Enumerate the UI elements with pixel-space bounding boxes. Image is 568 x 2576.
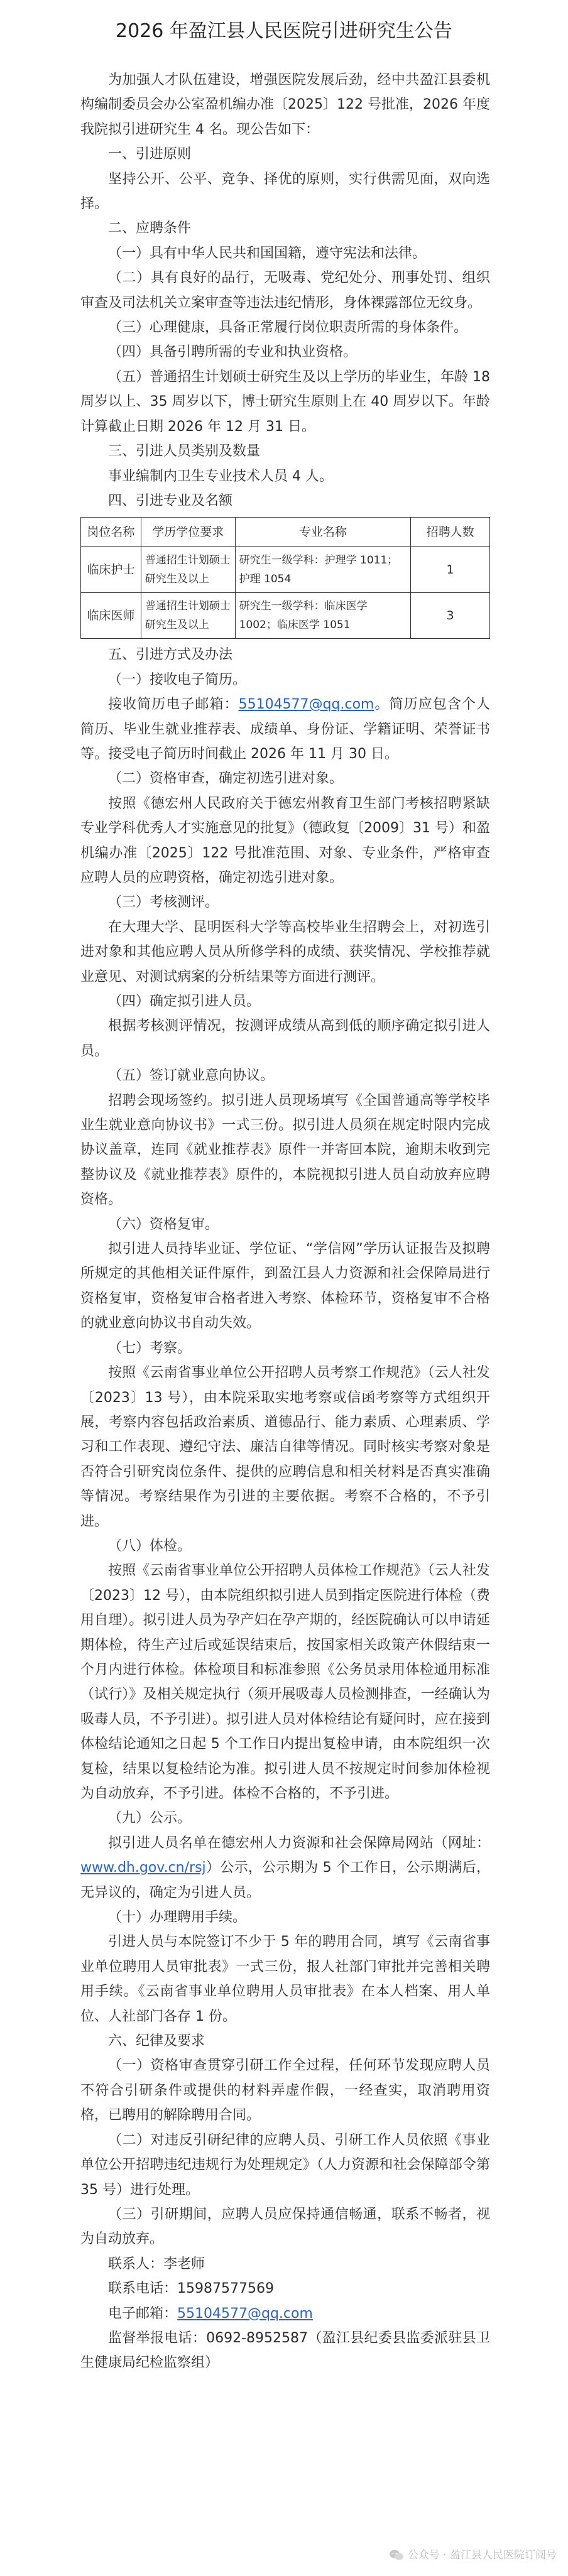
supervise-phone: 监督举报电话：0692-8952587（盈江县纪委县监委派驻县卫生健康局纪检监察组）: [80, 2330, 490, 2371]
email-link[interactable]: 55104577@qq.com: [238, 697, 374, 713]
step-6-heading: （六）资格复审。: [108, 1216, 219, 1232]
step-1-rest: 。简历应包含个人简历、毕业生就业推荐表、成绩单、身份证、学籍证明、荣誉证书等。接受电子简历时间截止 2026 年 11 月 30 日。: [80, 697, 490, 762]
step-1-heading: （一）接收电子简历。: [108, 671, 247, 688]
major-cell: 研究生一级学科：护理学 1011；护理 1054: [235, 547, 411, 593]
intro-paragraph: 为加强人才队伍建设，增强医院发展后劲，经中共盈江县委机构编制委员会办公室盈机编办准〔2025〕122 号批准，2026 年度我院拟引进研究生 4 名。现公告如下：: [80, 72, 490, 138]
table-header-row: [81, 518, 490, 547]
condition-item: （一）具有中华人民共和国国籍，遵守宪法和法律。: [108, 245, 427, 261]
step-6-text: 拟引进人员持毕业证、学位证、“学信网”学历认证报告及拟聘所规定的其他相关证件原件，到盈江县人力资源和社会保障局进行资格复审，资格复审合格者进入考察、体检环节，资格复审不合格的就业意向协议书自动失效。: [80, 1241, 491, 1332]
discipline-item: （二）对违反引研纪律的应聘人员、引研工作人员依照《事业单位公开招聘违纪违规行为处理规定》（人力资源和社会保障部令第 35 号）进行处理。: [80, 2132, 490, 2198]
step-10-text: 引进人员与本院签订不少于 5 年的聘用合同，填写《云南省事业单位聘用人员审批表》一式三份，报人社部门审批并完善相关聘用手续。《云南省事业单位聘用人员审批表》在本人档案、用人单位、人社部门各存 1 份。: [80, 1934, 490, 2024]
step-4-heading: （四）确定拟引进人员。: [108, 994, 261, 1009]
step-9-rest: ）公示，公示期为 5 个工作日，公示期满后，无异议的，确定为引进人员。: [80, 1860, 490, 1901]
step-5-heading: （五）签订就业意向协议。: [108, 1068, 275, 1084]
section-2-heading: 二、应聘条件: [108, 220, 192, 237]
step-9-heading: （九）公示。: [108, 1810, 192, 1827]
step-9-text: [80, 1831, 490, 1905]
count-cell: 3: [411, 593, 490, 639]
positions-table: [80, 517, 490, 639]
discipline-item: （三）引研期间，应聘人员应保持通信畅通，联系不畅者，视为自动放弃。: [80, 2206, 490, 2247]
table-header-cell: 岗位名称: [81, 518, 141, 547]
post-name-cell: 临床护士: [81, 547, 141, 593]
step-7-heading: （七）考察。: [108, 1340, 192, 1356]
step-4-text: 根据考核测评情况，按测评成绩从高到低的顺序确定拟引进人员。: [80, 1018, 490, 1059]
email-prefix: 接收简历电子邮箱：: [108, 697, 239, 713]
contact-phone: 联系电话：15987577569: [108, 2281, 274, 2297]
section-3-text: 事业编制内卫生专业技术人员 4 人。: [108, 468, 333, 484]
website-link[interactable]: www.dh.gov.cn/rsj: [80, 1860, 206, 1876]
step-2-text: 按照《德宏州人民政府关于德宏州教育卫生部门考核招聘紧缺专业学科优秀人才实施意见的批复》（德政复〔2009〕31 号）和盈机编办准〔2025〕122 号批准范围、对象、专业条件，严格审查应聘人员的应聘资格，确定初选引进对象。: [80, 795, 490, 886]
condition-item: （二）具有良好的品行，无吸毒、党纪处分、刑事处罚、组织审查及司法机关立案审查等违法违纪情形，身体裸露部位无纹身。: [80, 270, 490, 311]
step-2-heading: （二）资格审查，确定初选引进对象。: [108, 771, 344, 787]
table-header-cell: 招聘人数: [411, 518, 490, 547]
table-row: [81, 593, 490, 639]
education-cell: 普通招生计划硕士研究生及以上: [141, 593, 235, 639]
section-4-heading: 四、引进专业及名额: [108, 492, 233, 509]
section-6-heading: 六、纪律及要求: [108, 2033, 205, 2050]
step-8-heading: （八）体检。: [108, 1538, 192, 1554]
table-header-cell: 专业名称: [235, 518, 411, 547]
condition-item: （三）心理健康，具备正常履行岗位职责所需的身体条件。: [108, 320, 468, 336]
section-1-text: 坚持公开、公平、竞争、择优的原则，实行供需见面，双向选择。: [80, 171, 490, 212]
table-header-cell: 学历学位要求: [141, 518, 235, 547]
announcement-body: [80, 68, 490, 2376]
education-cell: 普通招生计划硕士研究生及以上: [141, 547, 235, 593]
step-10-heading: （十）办理聘用手续。: [108, 1910, 247, 1926]
step-7-text: 按照《云南省事业单位公开招聘人员考察工作规范》（云人社发〔2023〕13 号），由本院采取实地考察或信函考察等方式组织开展，考察内容包括政治素质、道德品行、能力素质、心理素质、学习和工作表现、遵纪守法、廉洁自律等情况。同时核实考察对象是否符合引研究岗位条件、提供的应聘信息和相关材料是否真实准确等情况。考察结果作为引进的主要依据。考察不合格的，不予引进。: [80, 1365, 490, 1530]
step-3-heading: （三）考核测评。: [108, 894, 219, 911]
section-5-heading: 五、引进方式及办法: [108, 647, 233, 663]
step-8-text: 按照《云南省事业单位公开招聘人员体检工作规范》（云人社发〔2023〕12 号），由本院组织拟引进人员到指定医院进行体检（费用自理）。拟引进人员为孕产妇在孕产期的，经医院确认可以申请延期体检，待生产过后或延误结束后，按国家相关政策产休假结束一个月内进行体检。体检项目和标准参照《公务员录用体检通用标准（试行）》及相关规定执行（须开展吸毒人员检测排查，一经确认为吸毒人员，不予引进）。拟引进人员对体检结论有疑问时，应在接到体检结论通知之日起 5 个工作日内提出复检申请，由本院组织一次复检，结果以复检结论为准。拟引进人员不按规定时间参加体检视为自动放弃，不予引进。体检不合格的，不予引进。: [80, 1563, 490, 1802]
condition-item: （四）具备引聘所需的专业和执业资格。: [108, 344, 358, 361]
section-3-heading: 三、引进人员类别及数量: [108, 443, 261, 460]
count-cell: 1: [411, 547, 490, 593]
major-cell: 研究生一级学科：临床医学 1002；临床医学 1051: [235, 593, 411, 639]
wechat-icon: [389, 2549, 404, 2562]
website-prefix: 拟引进人员名单在德宏州人力资源和社会保障局网站（网址：: [108, 1835, 490, 1851]
condition-item: （五）普通招生计划硕士研究生及以上学历的毕业生，年龄 18 周岁以上、35 周岁以下，博士研究生原则上在 40 周岁以下。年龄计算截止日期 2026 年 12 月 31 日。: [80, 369, 490, 435]
step-5-text: 招聘会现场签约。拟引进人员现场填写《全国普通高等学校毕业生就业意向协议书》一式三份。拟引进人员须在规定时限内完成协议盖章，连同《就业推荐表》原件一并寄回本院，逾期未收到完整协议及《就业推荐表》原件的，本院视拟引进人员自动放弃应聘资格。: [80, 1092, 490, 1208]
watermark-text: 公众号 · 盈江县人民医院订阅号: [407, 2549, 557, 2562]
table-row: [81, 547, 490, 593]
post-name-cell: 临床医师: [81, 593, 141, 639]
contact-email-link[interactable]: 55104577@qq.com: [177, 2305, 313, 2322]
section-1-heading: 一、引进原则: [108, 146, 192, 163]
contact-person: 联系人：李老师: [108, 2256, 205, 2272]
page-title: 2026 年盈江县人民医院引进研究生公告: [116, 20, 452, 42]
step-3-text: 在大理大学、昆明医科大学等高校毕业生招聘会上，对初选引进对象和其他应聘人员从所修学科的成绩、获奖情况、学校推荐就业意见、对测试病案的分析结果等方面进行测评。: [80, 919, 490, 985]
wechat-watermark: [389, 2546, 557, 2565]
contact-email: [80, 2302, 490, 2326]
discipline-item: （一）资格审查贯穿引研工作全过程，任何环节发现应聘人员不符合引研条件或提供的材料弄虚作假，一经查实，取消聘用资格，已聘用的解除聘用合同。: [80, 2058, 490, 2124]
step-1-text: [80, 692, 490, 766]
contact-email-label: 电子邮箱：: [108, 2305, 178, 2322]
